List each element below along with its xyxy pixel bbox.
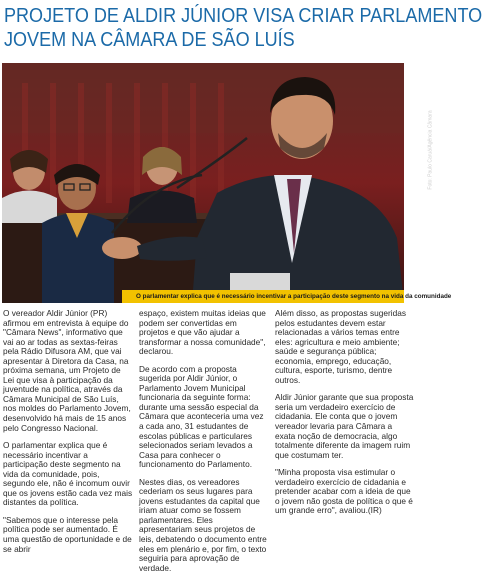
headline-line-2: JOVEM NA CÂMARA DE SÃO LUÍS <box>4 28 295 51</box>
paragraph: Aldir Júnior garante que sua proposta seria um verdadeiro exercício de cidadania. Ele conta que o jovem vereador levaria para Câmara a exata noção de democracia, algo totalmente diferente da imagem ruim que costumam ter. <box>275 392 414 460</box>
paragraph: espaço, existem muitas ideias que podem ser convertidas em projetos e que vão ajudar a transformar a nossa comunidade", declarou. <box>139 308 266 357</box>
headline-line-1: PROJETO DE ALDIR JÚNIOR VISA CRIAR PARLAMENTO <box>4 4 482 27</box>
headline <box>4 4 482 52</box>
paragraph: "Sabemos que o interesse pela política pode ser aumentado. É uma questão de oportunidade e de se abrir <box>3 514 132 554</box>
paragraph: Nestes dias, os vereadores cederiam os seus lugares para jovens estudantes da capital que iriam atuar como se fossem parlamentares. Eles apresentariam seus projetos de leis, debatendo o documento entre eles em plenário e, por fim, o texto seguiria para aprovação de verdade. <box>139 476 267 573</box>
article-column-3 <box>275 309 414 524</box>
paragraph: De acordo com a proposta sugerida por Aldir Júnior, o Parlamento Jovem Municipal funcionaria da seguinte forma: durante uma sessão especial da Câmara que aconteceria uma vez a cada ano, 31 estudantes de escolas públicas e particulares selecionados seriam levados a Casa para conhecer o funcionamento do Parlamento. <box>139 363 264 470</box>
paragraph: O vereador Aldir Júnior (PR) afirmou em entrevista à equipe do "Câmara News", informativo que vai ao ar todas as sextas-feiras pela Rádio Difusora AM, que vai apresentar à Diretora da Casa, na próxima semana, um Projeto de Lei que visa à participação da juventude na política, através da Câmara Municipal de São Luís, nos moldes do Parlamento Jovem, desenvolvido há mais de 15 anos pelo Congresso Nacional. <box>3 308 131 433</box>
photo-caption: O parlamentar explica que é necessário incentivar a participação deste segmento na vida da comunidade <box>122 290 404 303</box>
photo-illustration <box>2 63 404 303</box>
paragraph: "Minha proposta visa estimular o verdadeiro exercício de cidadania e pretender acabar com a ideia de que o jovem não gosta de política o que é um grande erro", avaliou.(IR) <box>275 467 413 516</box>
article-photo <box>2 63 452 303</box>
article-column-2 <box>139 309 268 581</box>
paragraph: O parlamentar explica que é necessário incentivar a participação deste segmento na vida da comunidade, pois, segundo ele, não é incomum ouvir que os jovens estão cada vez mais distantes da política. <box>3 440 133 508</box>
paragraph: Além disso, as propostas sugeridas pelos estudantes devem estar relacionadas a vários temas entre eles: agricultura e meio ambiente; saúde e segurança pública; economia, emprego, educação, cultura, esporte, turismo, dentre outros. <box>275 308 406 385</box>
article-column-1 <box>3 309 133 562</box>
photo-credit: Foto: Paulo Caruá/Agência Câmara <box>427 110 434 190</box>
